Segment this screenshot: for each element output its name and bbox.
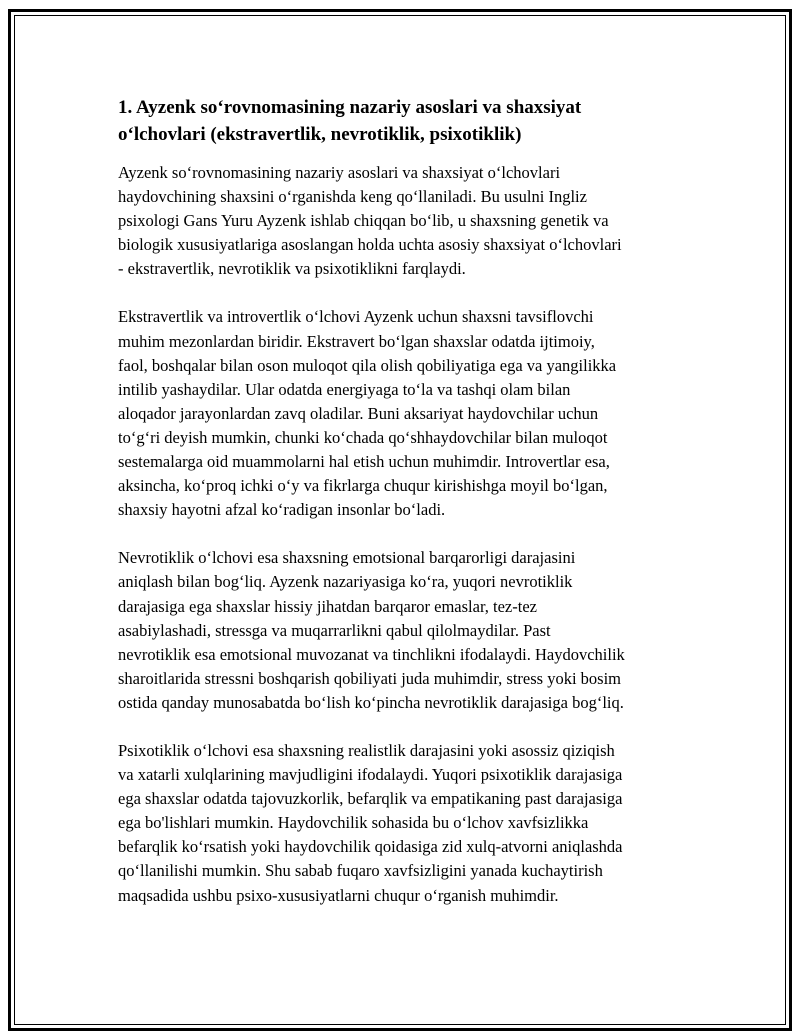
paragraph-psychoticism: Psixotiklik o‘lchovi esa shaxsning realistlik darajasini yoki asossiz qiziqish va xatarli xulqlarining mavjudligini ifodalaydi. Yuqori psixotiklik darajasiga ega shaxslar odatda tajovuzkorlik, befarqlik va empatikaning past darajasiga ega bo'lishlari mumkin. Haydovchilik sohasida bu o‘lchov xavfsizlikka befarqlik ko‘rsatish yoki haydovchilik qoidasiga zid xulq-atvorni aniqlashda qo‘llanilishi mumkin. Shu sabab fuqaro xavfsizligini yanada kuchaytirish maqsadida ushbu psixo-xususiyatlarni chuqur o‘rganish muhimdir. [118,740,623,905]
paragraph-neuroticism: Nevrotiklik o‘lchovi esa shaxsning emotsional barqarorligi darajasini aniqlash bilan bog‘liq. Ayzenk nazariyasiga ko‘ra, yuqori nevrotiklik darajasiga ega shaxslar hissiy jihatdan barqaror emaslar, tez-tez asabiylashadi, stressga va muqarrarlikni qabul qilolmaydilar. Past nevrotiklik esa emotsional muvozanat va tinchlikni ifodalaydi. Haydovchilik sharoitlarida stressni boshqarish qobiliyati juda muhimdir, stress yoki bosim ostida qanday munosabatda bo‘lish ko‘pincha nevrotiklik darajasiga bog‘liq. [118,548,625,712]
document-body [118,94,693,932]
paragraph-extraversion: Ekstravertlik va introvertlik o‘lchovi Ayzenk uchun shaxsni tavsiflovchi muhim mezonlardan biridir. Ekstravert bo‘lgan shaxslar odatda ijtimoiy, faol, boshqalar bilan oson muloqot qila olish qobiliyatiga ega va yangilikka intilib yashaydilar. Ular odatda energiyaga to‘la va tashqi olam bilan aloqador jarayonlardan zavq oladilar. Buni aksariyat haydovchilar uchun to‘g‘ri deyish mumkin, chunki ko‘chada qo‘shhaydovchilar bilan muloqot sestemalarga oid muammolarni hal etish uchun muhimdir. Introvertlar esa, aksincha, ko‘proq ichki o‘y va fikrlarga chuqur kirishishga moyil bo‘lgan, shaxsiy hayotni afzal ko‘radigan insonlar bo‘ladi. [118,307,617,520]
section-heading: 1. Ayzenk so‘rovnomasining nazariy asoslari va shaxsiyat o‘lchovlari (ekstravertlik, nevrotiklik, psixotiklik) [118,97,582,145]
paragraph-intro: Ayzenk so‘rovnomasining nazariy asoslari va shaxsiyat o‘lchovlari haydovchining shaxsini o‘rganishda keng qo‘llaniladi. Bu usulni Ingliz psixologi Gans Yuru Ayzenk ishlab chiqqan bo‘lib, u shaxsning genetik va biologik xususiyatlariga asoslangan holda uchta asosiy shaxsiyat o‘lchovlari - ekstravertlik, nevrotiklik va psixotiklikni farqlaydi. [118,163,622,279]
